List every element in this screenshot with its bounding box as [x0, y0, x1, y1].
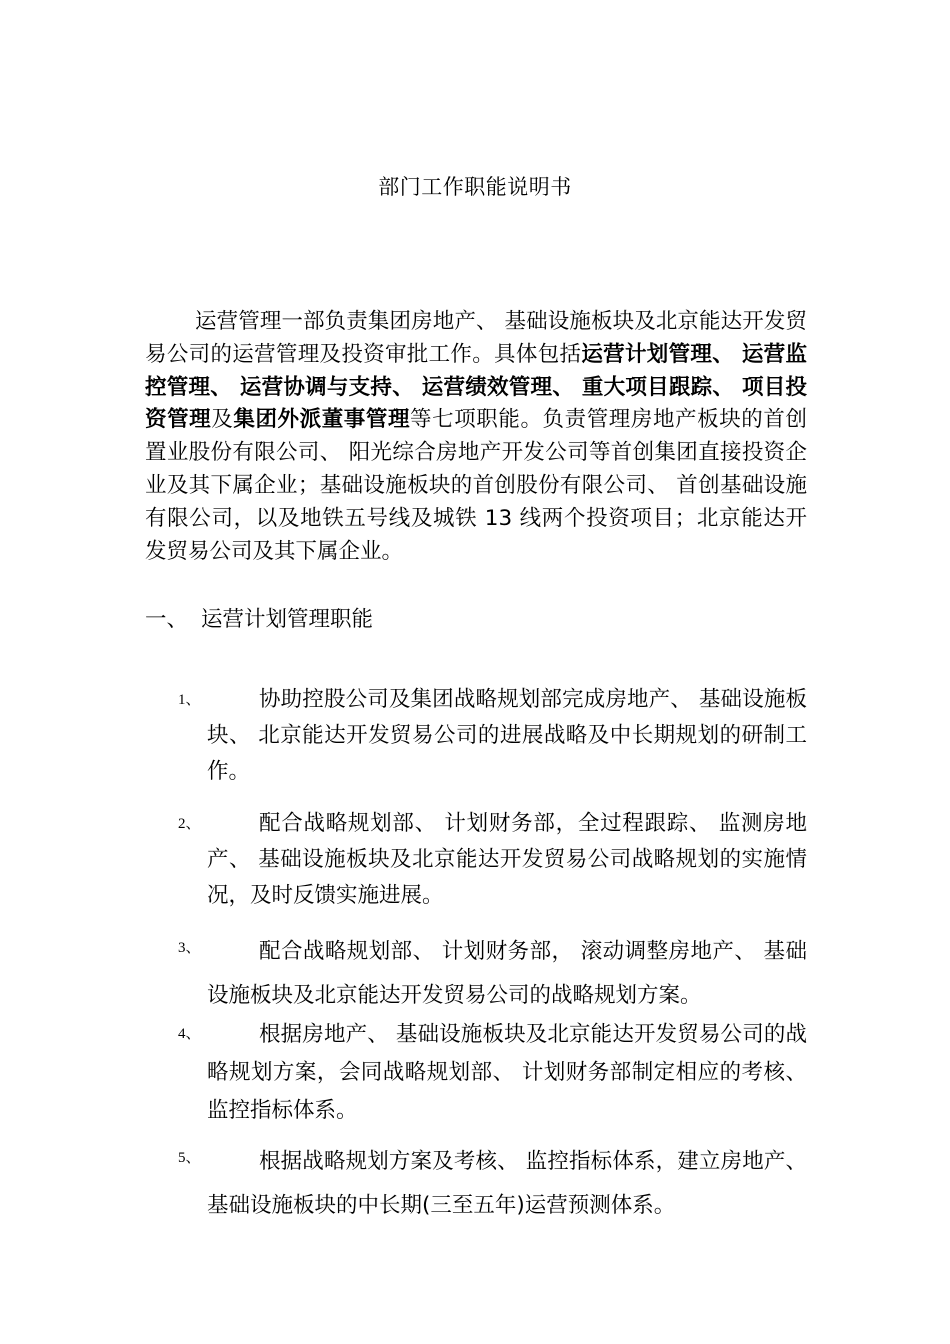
- list-item-text: 配合战略规划部、 计划财务部，全过程跟踪、 监测房地产、 基础设施板块及北京能达开发贸易公司战略规划的实施情况，及时反馈实施进展。: [207, 811, 807, 908]
- list-item-text: 根据房地产、 基础设施板块及北京能达开发贸易公司的战略规划方案，会同战略规划部、 计划财务部制定相应的考核、 监控指标体系。: [207, 1022, 807, 1123]
- document-title: 部门工作职能说明书: [378, 175, 572, 199]
- list-item-number: 5、: [178, 1150, 201, 1166]
- section-number: 一、: [145, 607, 189, 632]
- section-heading: [145, 604, 373, 636]
- intro-text-3: 等七项职能。负责管理房地产板块的首创置业股份有限公司、 阳光综合房地产开发公司等首创集团直接投资企业及其下属企业；基础设施板块的首创股份有限公司、 首创基础设施有限公司，以及地铁五号线及城铁 13 线两个投资项目；北京能达开发贸易公司及其下属企业。: [145, 407, 807, 564]
- intro-bold-director: 集团外派董事管理: [233, 407, 411, 433]
- list-item-text: 协助控股公司及集团战略规划部完成房地产、 基础设施板块、 北京能达开发贸易公司的进展战略及中长期规划的研制工作。: [207, 687, 807, 784]
- list-item: [178, 930, 808, 1018]
- list-item: [178, 1016, 808, 1130]
- intro-paragraph: [145, 306, 807, 568]
- intro-text-1: 运营管理一部负责集团房地产、 基础设施板块及北京能达开发贸易公司的运营管理及投资审批工作。具体包括: [145, 309, 807, 367]
- list-item: [178, 682, 808, 790]
- intro-text-2: 及: [211, 407, 234, 433]
- list-item-number: 4、: [178, 1026, 201, 1042]
- section-title: 运营计划管理职能: [201, 607, 374, 632]
- list-item: [178, 1140, 808, 1228]
- list-item-number: 3、: [178, 940, 201, 956]
- list-item-text: 配合战略规划部、 计划财务部， 滚动调整房地产、 基础设施板块及北京能达开发贸易公司的战略规划方案。: [207, 939, 807, 1008]
- intro-bold-functions: 运营计划管理、 运营监控管理、 运营协调与支持、 运营绩效管理、 重大项目跟踪、 项目投资管理: [145, 341, 807, 433]
- list-item: [178, 806, 808, 914]
- list-item-text: 根据战略规划方案及考核、 监控指标体系，建立房地产、 基础设施板块的中长期(三至五年)运营预测体系。: [207, 1149, 807, 1218]
- list-item-number: 1、: [178, 692, 201, 708]
- list-item-number: 2、: [178, 816, 201, 832]
